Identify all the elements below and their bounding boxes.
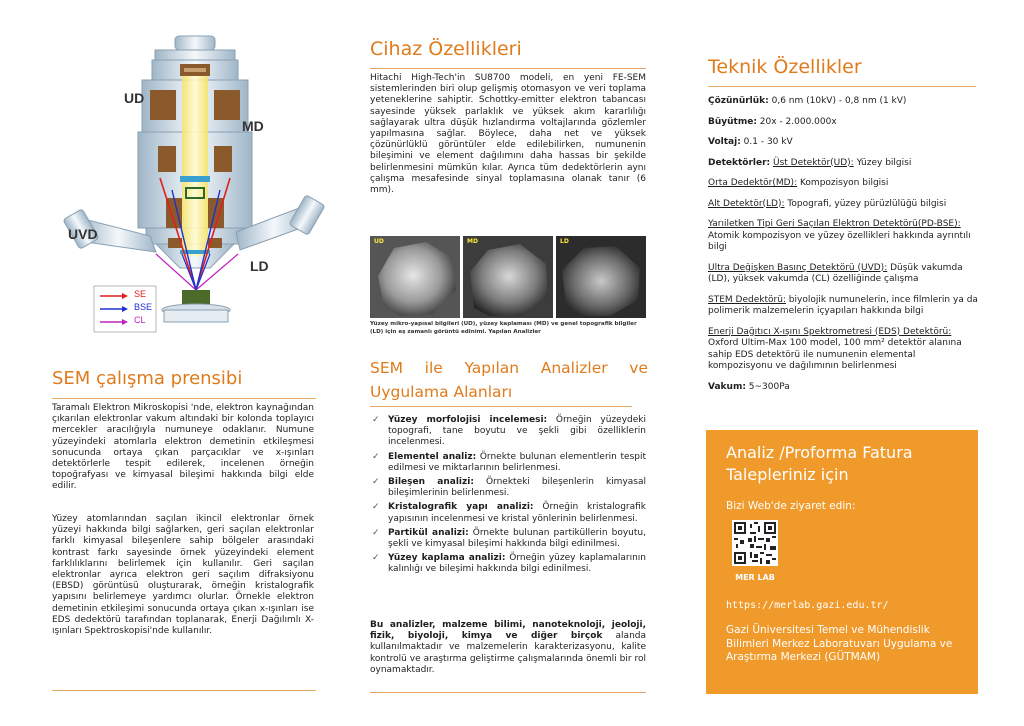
divider: [708, 86, 976, 87]
check-icon: ✓: [372, 415, 380, 425]
legend-se: SE: [134, 289, 147, 299]
contact-title: Analiz /Proforma Fatura Talepleriniz için: [726, 443, 913, 484]
analyses-title: SEM ile Yapılan Analizler ve Uygulama Alanları: [370, 359, 648, 401]
label-ud: UD: [124, 90, 145, 106]
list-item: ✓ Bileşen analizi: Örnekteki bileşenlerin kimyasal bileşimlerinin belirlenmesi.: [372, 477, 646, 499]
qr-pattern: [732, 520, 778, 566]
label-uvd: UVD: [68, 226, 98, 242]
micrograph-tag-ud: UD: [374, 238, 384, 245]
spec-detector-stem: STEM Dedektörü: biyolojik numunelerin, ince filmlerin ya da polimerik malzemelerin içyapıları hakkında bilgi: [708, 294, 978, 316]
micrograph-tag-md: MD: [467, 238, 478, 245]
list-item: ✓ Yüzey morfolojisi incelemesi: Örneğin yüzeydeki topografi, tane boyutu ve şekli gibi özelliklerin incelenmesi.: [372, 415, 646, 448]
analyses-list: [372, 415, 646, 579]
check-icon: ✓: [372, 553, 380, 564]
sem-column-illustration: [60, 28, 330, 338]
legend-bse: BSE: [134, 302, 153, 312]
spec-detector-ud: Detektörler: Üst Detektör(UD): Yüzey bilgisi: [708, 157, 912, 168]
specs-title: Teknik Özellikler: [708, 56, 862, 78]
divider: [370, 68, 646, 69]
spec-voltage: Voltaj: 0.1 - 30 kV: [708, 137, 793, 147]
list-item: ✓ Partikül analizi: Örnekte bulunan partiküllerin boyutu, şekli ve kimyasal bileşimi hakkında bilgi edinilmesi.: [372, 527, 646, 550]
spec-magnification: Büyütme: 20x - 2.000.000x: [708, 116, 837, 127]
contact-visit: Bizi Web'de ziyaret edin:: [726, 500, 856, 512]
diagram-legend: [134, 288, 152, 327]
device-title: Cihaz Özellikleri: [370, 38, 522, 60]
sem-principle-para1: Taramalı Elektron Mikroskopisi 'nde, elektron kaynağından çıkarılan elektronlar vakum altındaki bir kolonda toplayıcı mercekler aracılığıyla numuneye odaklanır. Numune yüzeyindeki atomlarla elektron demetinin etkileşmesi sonucunda ortaya çıkan parçacıklar ve x-ışınları detektörlerle tespit edilerek, incelenen örneğin topoğrafyası ve kimyasal bileşimi hakkında bilgi elde edilir.: [52, 403, 314, 492]
check-icon: ✓: [372, 477, 380, 488]
spec-detector-ld: Alt Detektör(LD): Topografi, yüzey pürüzlülüğü bilgisi: [708, 198, 947, 209]
label-md: MD: [242, 118, 264, 134]
check-icon: ✓: [372, 527, 380, 538]
contact-url[interactable]: https://merlab.gazi.edu.tr/: [726, 600, 889, 611]
sem-image-strip: [370, 236, 646, 318]
spec-detector-pdbse: Yarıiletken Tipi Geri Saçılan Elektron Detektörü(PD-BSE): Atomik kompozisyon ve yüzey özellikleri hakkında ayrıntılı bilgi: [708, 219, 971, 252]
divider: [52, 690, 316, 691]
sem-micrographs: [370, 236, 646, 318]
divider: [52, 398, 316, 399]
check-icon: ✓: [372, 502, 380, 513]
contact-organization: Gazi Üniversitesi Temel ve Mühendislik Bilimleri Merkez Laboratuvarı Uygulama ve Araştırma Merkezi (GÜTMAM): [726, 624, 953, 663]
sem-column-diagram: [60, 28, 330, 338]
specs-list: [708, 96, 978, 402]
check-icon: ✓: [372, 451, 380, 462]
sem-principle-para2: Yüzey atomlarından saçılan ikincil elektronlar örnek yüzeyi hakkında bilgi sağlarken, geri saçılan elektronlar farklı kimyasal bileşenlere sahip bölgeler arasındaki kontrast farkı sayesinde örnek yüzeyindeki element farklılıklarını belirlemek için kullanılır. Geri saçılan elektronlar ayrıca elektron geri saçılım difraksiyonu (EBSD) görüntüsü oluşturarak, örneğin kristalografik yapısını belirlemeye yardımcı olurlar. Örnekle elektron demetinin etkileşimi sonucunda ortaya çıkan x-ışınları ise EDS dedektörü tarafından toplanarak, Enerji Dağılımlı X-ışınları Spektroskopisi'nde kullanılır.: [52, 514, 314, 637]
divider: [370, 692, 646, 693]
contact-box: [706, 430, 978, 694]
spec-vacuum: Vakum: 5~300Pa: [708, 381, 790, 392]
sem-principle-title: SEM çalışma prensibi: [52, 368, 243, 389]
spec-resolution: Çözünürlük: 0,6 nm (10kV) - 0,8 nm (1 kV): [708, 96, 907, 106]
spec-detector-eds: Enerji Dağıtıcı X-ışını Spektrometresi (EDS) Detektörü: Oxford Ultim-Max 100 model, 100 mm² detektör alanına sahip EDS detektörü ile numunenin elemental kompozisyonu ve dağılımının belirlenmesi: [708, 326, 962, 371]
qr-caption: MER LAB: [735, 573, 775, 582]
list-item: ✓ Kristalografik yapı analizi: Örneğin kristalografik yapısının incelenmesi ve kristal yönlerinin belirlenmesi.: [372, 502, 646, 524]
list-item: ✓ Elementel analiz: Örnekte bulunan elementlerin tespit edilmesi ve miktarlarının belirlenmesi.: [372, 451, 647, 473]
analyses-closing: Bu analizler, malzeme bilimi, nanoteknoloji, jeoloji, fizik, biyoloji, kimya ve diğer birçok alanda kullanılmaktadır ve malzemelerin karakterizasyonu, kalite kontrolü ve araştırma geliştirme çalışmalarında önemli bir rol oynamaktadır.: [370, 620, 647, 675]
device-description: Hitachi High-Tech'in SU8700 modeli, en yeni FE-SEM sistemlerinden biri olup gelişmiş otomasyon ve veri toplama yeteneklerine sahiptir. Schottky-emitter elektron tabancası sayesinde yüksek parlaklık ve yüksek akım kararlılığı sağlayarak ultra düşük hızlandırma voltajlarında gözlemler yapılmasına sağlar. Böylece, daha net ve yüksek çözünürlüklü görüntüler elde edilebilirken, numunenin bileşimini ve element dağılımını daha hassas bir şekilde belirlenmesini mümkün kılar. Ayrıca tüm dedektörlerin aynı çalışma mesafesinde sinyal toplamasına olanak tanır (6 mm).: [370, 73, 646, 196]
micrograph-tag-ld: LD: [560, 238, 569, 245]
legend-cl: CL: [134, 315, 146, 325]
micrograph-caption: Yüzey mikro-yapısal bilgileri (UD), yüzey kaplaması (MD) ve genel topografik bilgiler (LD) için eş zamanlı görüntü edinimi. Yapılan Analizler: [370, 321, 637, 335]
divider: [370, 406, 632, 407]
qr-code-icon[interactable]: [732, 520, 778, 566]
label-ld: LD: [250, 258, 269, 274]
list-item: ✓ Yüzey kaplama analizi: Örneğin yüzey kaplamalarının kalınlığı ve bileşimi hakkında bilgi edinilmesi.: [372, 553, 646, 575]
spec-detector-md: Orta Dedektör(MD): Kompozisyon bilgisi: [708, 178, 889, 188]
spec-detector-uvd: Ultra Değişken Basınç Detektörü (UVD): Düşük vakumda (LD), yüksek vakumda (CL) özelliğinde çalışma: [708, 262, 963, 284]
